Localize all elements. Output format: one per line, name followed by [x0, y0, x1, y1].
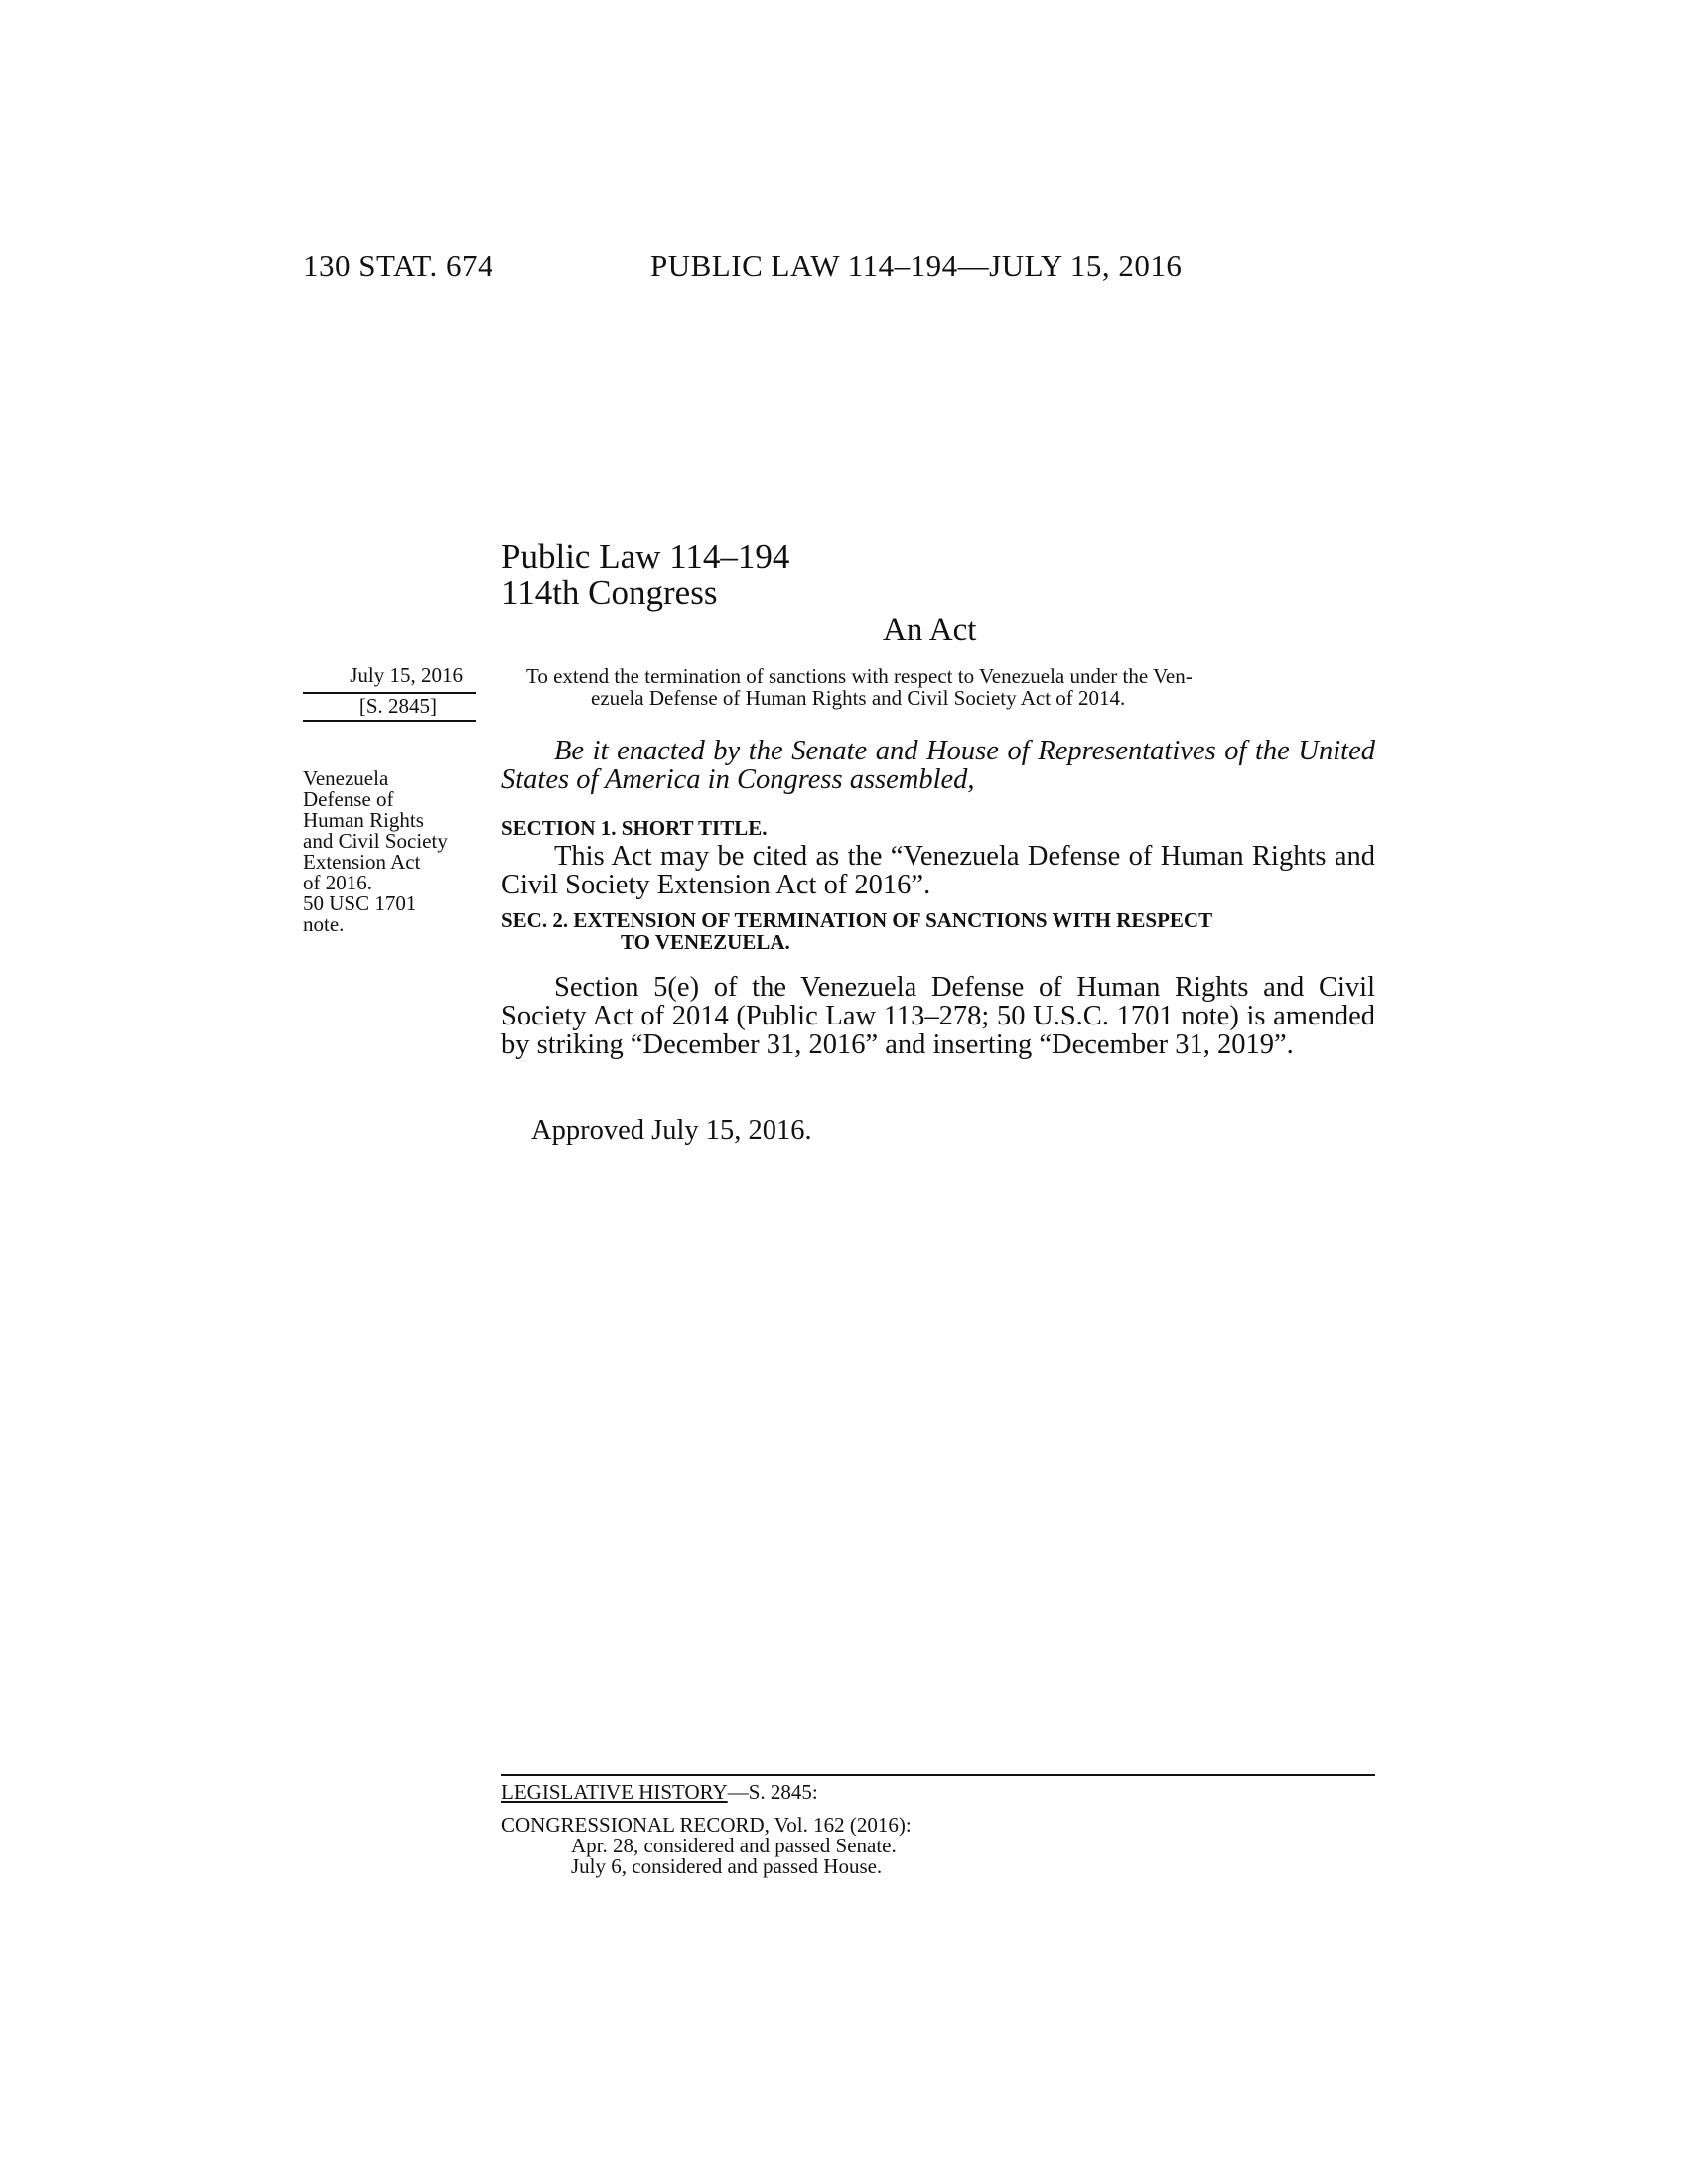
sidenote-line: Venezuela	[303, 766, 389, 790]
purpose-clause	[501, 665, 1375, 709]
sidenote-line: note.	[303, 912, 345, 936]
legislative-history-heading	[501, 1782, 818, 1803]
purpose-line: ezuela Defense of Human Rights and Civil Society Act of 2014.	[591, 686, 1126, 710]
legislative-history-bill: —S. 2845:	[727, 1780, 818, 1804]
sidenote-line: Human Rights	[303, 808, 424, 832]
sidenote-line: Defense of	[303, 787, 394, 811]
section-2-heading-line: SEC. 2. EXTENSION OF TERMINATION OF SANCTIONS WITH RESPECT	[501, 908, 1213, 932]
approval-line: Approved July 15, 2016.	[531, 1115, 812, 1146]
section-2-text: Section 5(e) of the Venezuela Defense of Human Rights and Civil Society Act of 2014 (Public Law 113–278; 50 U.S.C. 1701 note) is amended by striking “December 31, 2016” and inserting “December 31, 2019”.	[501, 972, 1375, 1060]
purpose-line: To extend the termination of sanctions with respect to Venezuela under the Ven-	[526, 664, 1193, 688]
section-1-heading: SECTION 1. SHORT TITLE.	[501, 816, 768, 840]
history-rule	[501, 1774, 1375, 1776]
sidenote-line: 50 USC 1701	[303, 891, 417, 915]
law-number: Public Law 114–194	[501, 537, 790, 576]
stat-reference: 130 STAT. 674	[303, 248, 494, 283]
sidenote-line: Extension Act	[303, 850, 421, 874]
margin-rule-bottom	[303, 720, 476, 722]
legislative-history-label: LEGISLATIVE HISTORY	[501, 1780, 728, 1804]
running-title: PUBLIC LAW 114–194—JULY 15, 2016	[650, 248, 1183, 283]
section-1-text: This Act may be cited as the “Venezuela Defense of Human Rights and Civil Society Extension Act of 2016”.	[501, 841, 1375, 900]
section-2-heading	[501, 909, 1375, 953]
margin-rule-top	[303, 692, 476, 694]
enacting-clause: Be it enacted by the Senate and House of Representatives of the United States of America in Congress assembled,	[501, 736, 1375, 795]
history-item: July 6, considered and passed House.	[571, 1854, 883, 1878]
act-heading: An Act	[883, 613, 977, 648]
sidenote-line: of 2016.	[303, 871, 372, 894]
sidenote-line: and Civil Society	[303, 829, 448, 853]
sidenote	[303, 768, 477, 935]
history-item: Apr. 28, considered and passed Senate.	[571, 1834, 897, 1857]
congressional-record: CONGRESSIONAL RECORD, Vol. 162 (2016):	[501, 1813, 912, 1837]
section-2-heading-line: TO VENEZUELA.	[621, 930, 790, 954]
margin-date-block	[303, 665, 477, 717]
congress: 114th Congress	[501, 573, 718, 612]
enactment-date: July 15, 2016	[350, 663, 463, 687]
bill-number: [S. 2845]	[358, 694, 437, 718]
